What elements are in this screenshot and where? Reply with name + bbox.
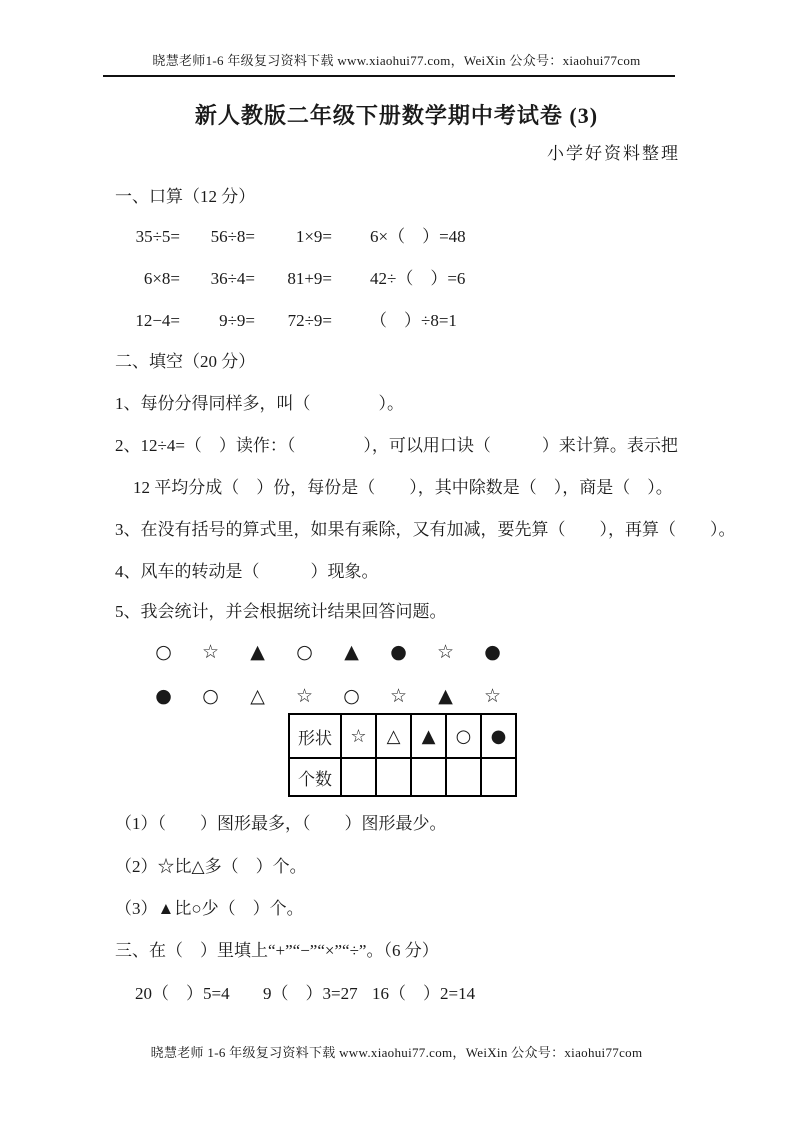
oral-cell: 6×（ ）=48 (370, 227, 466, 246)
circle-filled-icon: ● (390, 641, 407, 663)
star-outline-icon: ☆ (389, 685, 408, 707)
shape-row-2 (140, 682, 516, 710)
table-cell-triangle-outline: △ (376, 714, 411, 758)
stats-table (288, 713, 517, 797)
footer-note: 晓慧老师 1-6 年级复习资料下载 www.xiaohui77.com，WeiXin 公众号：xiaohui77com (150, 1045, 643, 1060)
table-cell-shape-label: 形状 (289, 714, 341, 758)
oral-cell: 35÷5= (135, 227, 180, 246)
triangle-filled-icon: ▲ (344, 641, 359, 663)
circle-outline-icon: ○ (296, 641, 313, 663)
page-subtitle: 小学好资料整理 (547, 144, 680, 163)
table-cell-count-blank[interactable] (411, 758, 446, 796)
star-outline-icon: ☆ (201, 641, 220, 663)
oral-cell: 56÷8= (210, 227, 255, 246)
fill-item-5: 5、我会统计，并会根据统计结果回答问题。 (115, 602, 447, 621)
fill-item-2-line-2: 12 平均分成（ ）份，每份是（ ），其中除数是（ ），商是（ ）。 (133, 478, 673, 497)
table-cell-count-label: 个数 (289, 758, 341, 796)
shape-row-1 (140, 638, 516, 666)
circle-filled-icon: ● (155, 685, 172, 707)
operator-equation-row (135, 983, 475, 1005)
header-note: 晓慧老师1-6 年级复习资料下载 www.xiaohui77.com，WeiXin 公众号：xiaohui77com (152, 53, 641, 68)
star-outline-icon: ☆ (295, 685, 314, 707)
table-row-shape (289, 714, 516, 758)
table-cell-count-blank[interactable] (481, 758, 516, 796)
circle-outline-icon: ○ (343, 685, 360, 707)
circle-outline-icon: ○ (155, 641, 172, 663)
table-cell-triangle-filled: ▲ (411, 714, 446, 758)
table-cell-star-outline: ☆ (341, 714, 376, 758)
section-oral-heading: 一、口算（12 分） (115, 187, 256, 206)
oral-row (133, 226, 466, 248)
subquestion-3: （3）▲比○少（ ）个。 (115, 899, 304, 918)
oral-row (133, 268, 465, 290)
triangle-outline-icon: △ (250, 685, 265, 707)
section-operator-heading: 三、在（ ）里填上“+”“−”“×”“÷”。（6 分） (115, 941, 439, 960)
table-cell-count-blank[interactable] (341, 758, 376, 796)
fill-item-4: 4、风车的转动是（ ）现象。 (115, 562, 379, 581)
table-row-count (289, 758, 516, 796)
subquestion-2: （2）☆比△多（ ）个。 (115, 857, 307, 876)
subquestion-1: （1）（ ）图形最多，（ ）图形最少。 (115, 814, 447, 833)
table-cell-circle-filled: ● (481, 714, 516, 758)
table-cell-circle-outline: ○ (446, 714, 481, 758)
page-title: 新人教版二年级下册数学期中考试卷 (3) (194, 103, 599, 128)
oral-cell: 6×8= (143, 269, 180, 288)
table-cell-count-blank[interactable] (376, 758, 411, 796)
oral-cell: 42÷（ ）=6 (370, 269, 466, 288)
oral-cell: 12−4= (135, 311, 180, 330)
table-cell-count-blank[interactable] (446, 758, 481, 796)
fill-item-3: 3、在没有括号的算式里，如果有乘除，又有加减，要先算（ ），再算（ ）。 (115, 520, 736, 539)
oral-cell: 81+9= (287, 269, 332, 288)
star-outline-icon: ☆ (483, 685, 502, 707)
operator-equation: 16（ ）2=14 (372, 984, 476, 1003)
circle-filled-icon: ● (484, 641, 501, 663)
header-rule (103, 75, 675, 77)
star-outline-icon: ☆ (436, 641, 455, 663)
oral-row (133, 310, 457, 332)
fill-item-2-line-1: 2、12÷4=（ ）读作：（ ），可以用口诀（ ）来计算。表示把 (115, 436, 678, 455)
triangle-filled-icon: ▲ (438, 685, 453, 707)
circle-outline-icon: ○ (202, 685, 219, 707)
operator-equation: 20（ ）5=4 (135, 984, 230, 1003)
oral-cell: 36÷4= (210, 269, 255, 288)
oral-cell: （ ）÷8=1 (370, 311, 457, 330)
oral-cell: 1×9= (295, 227, 332, 246)
operator-equation: 9（ ）3=27 (263, 984, 358, 1003)
triangle-filled-icon: ▲ (250, 641, 265, 663)
fill-item-1: 1、每份分得同样多，叫（ ）。 (115, 394, 404, 413)
oral-cell: 9÷9= (219, 311, 255, 330)
section-fill-heading: 二、填空（20 分） (115, 352, 256, 371)
oral-cell: 72÷9= (287, 311, 332, 330)
